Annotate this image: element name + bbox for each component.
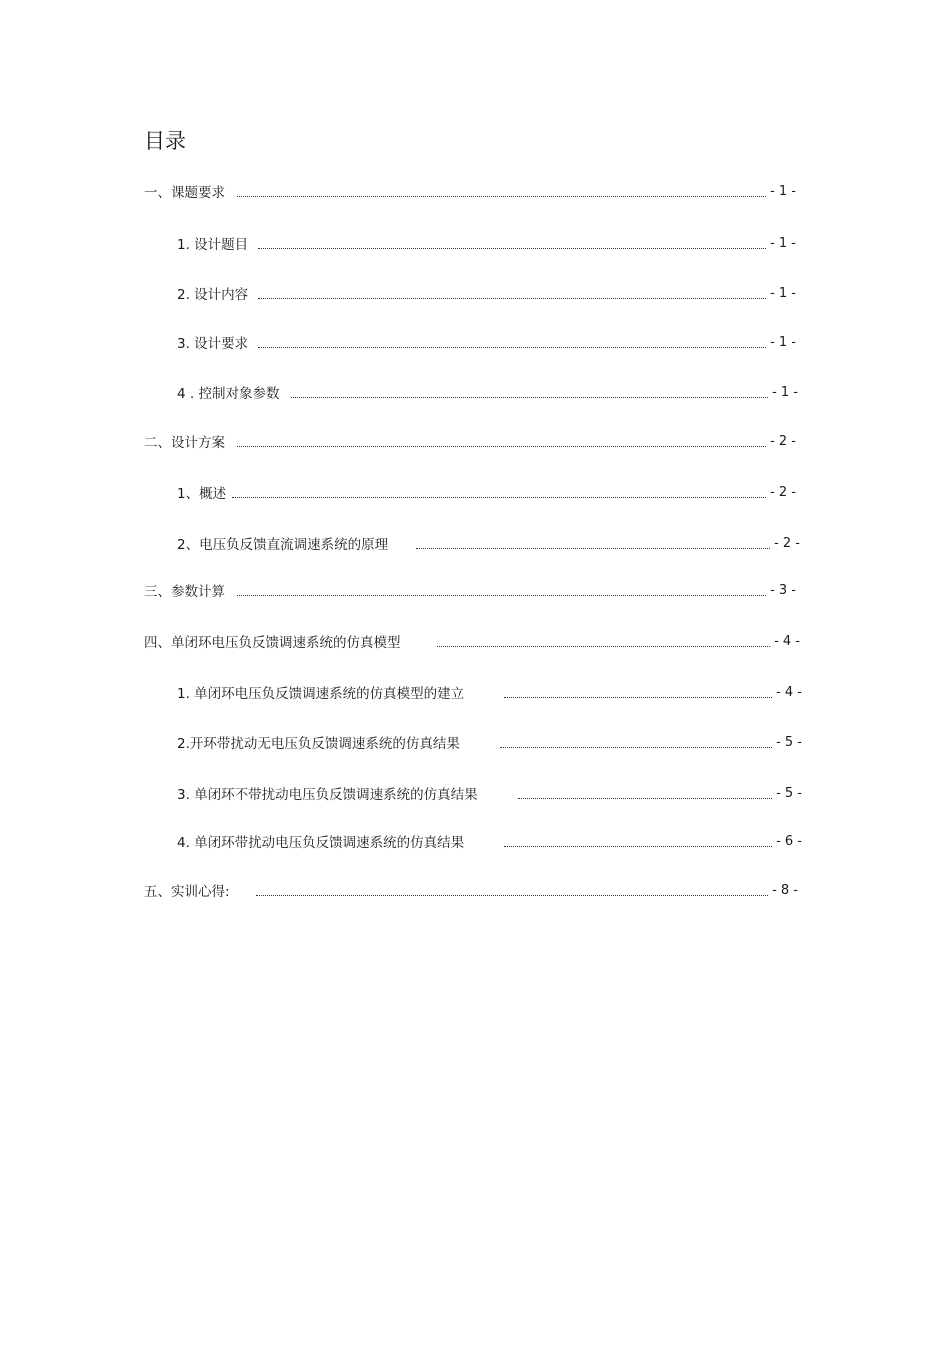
toc-label: 四、单闭环电压负反馈调速系统的仿真模型 bbox=[144, 635, 401, 651]
toc-page: - 2 - bbox=[770, 433, 796, 449]
toc-entry-5[interactable] bbox=[177, 381, 798, 403]
toc-leader bbox=[258, 346, 766, 348]
toc-page: - 3 - bbox=[770, 582, 796, 598]
toc-entry-12[interactable] bbox=[177, 731, 802, 753]
toc-page: - 4 - bbox=[776, 684, 802, 700]
toc-label: 4 . 控制对象参数 bbox=[177, 386, 280, 402]
toc-label: 1. 设计题目 bbox=[177, 237, 249, 253]
toc-entry-14[interactable] bbox=[177, 830, 802, 852]
toc-leader bbox=[237, 594, 766, 596]
toc-leader bbox=[237, 195, 766, 197]
toc-leader bbox=[256, 894, 769, 896]
toc-entry-13[interactable] bbox=[177, 782, 802, 804]
toc-leader bbox=[258, 247, 766, 249]
toc-label: 1、概述 bbox=[177, 486, 227, 502]
toc-leader bbox=[500, 746, 772, 748]
toc-entry-6[interactable] bbox=[144, 430, 796, 452]
toc-leader bbox=[232, 496, 766, 498]
toc-leader bbox=[518, 797, 772, 799]
toc-entry-15[interactable] bbox=[144, 879, 798, 901]
toc-page: - 1 - bbox=[770, 183, 796, 199]
toc-page: - 1 - bbox=[770, 235, 796, 251]
toc-page: - 1 - bbox=[772, 384, 798, 400]
toc-page: - 5 - bbox=[776, 785, 802, 801]
toc-page: - 4 - bbox=[774, 633, 800, 649]
toc-label: 2、电压负反馈直流调速系统的原理 bbox=[177, 537, 389, 553]
toc-leader bbox=[504, 845, 772, 847]
toc-label: 2. 设计内容 bbox=[177, 287, 249, 303]
page-title: 目录 bbox=[144, 129, 186, 153]
toc-page: - 1 - bbox=[770, 285, 796, 301]
toc-page: - 2 - bbox=[774, 535, 800, 551]
toc-label: 三、参数计算 bbox=[144, 584, 225, 600]
toc-leader bbox=[237, 445, 766, 447]
toc-label: 3. 单闭环不带扰动电压负反馈调速系统的仿真结果 bbox=[177, 787, 478, 803]
toc-leader bbox=[437, 645, 771, 647]
toc-entry-1[interactable] bbox=[144, 180, 796, 202]
toc-entry-9[interactable] bbox=[144, 579, 796, 601]
toc-entry-2[interactable] bbox=[177, 232, 796, 254]
toc-page: - 5 - bbox=[776, 734, 802, 750]
toc-entry-7[interactable] bbox=[177, 481, 796, 503]
toc-label: 3. 设计要求 bbox=[177, 336, 249, 352]
toc-entry-3[interactable] bbox=[177, 282, 796, 304]
toc-leader bbox=[504, 696, 772, 698]
toc-label: 1. 单闭环电压负反馈调速系统的仿真模型的建立 bbox=[177, 686, 465, 702]
toc-leader bbox=[291, 396, 768, 398]
toc-entry-8[interactable] bbox=[177, 532, 800, 554]
toc-page: - 2 - bbox=[770, 484, 796, 500]
toc-page: - 6 - bbox=[776, 833, 802, 849]
toc-label: 2.开环带扰动无电压负反馈调速系统的仿真结果 bbox=[177, 736, 460, 752]
toc-leader bbox=[258, 297, 766, 299]
toc-label: 一、课题要求 bbox=[144, 185, 225, 201]
toc-page: - 8 - bbox=[772, 882, 798, 898]
toc-entry-10[interactable] bbox=[144, 630, 800, 652]
toc-label: 4. 单闭环带扰动电压负反馈调速系统的仿真结果 bbox=[177, 835, 465, 851]
toc-entry-11[interactable] bbox=[177, 681, 802, 703]
toc-label: 二、设计方案 bbox=[144, 435, 225, 451]
toc-entry-4[interactable] bbox=[177, 331, 796, 353]
toc-page: - 1 - bbox=[770, 334, 796, 350]
toc-label: 五、实训心得: bbox=[144, 884, 230, 900]
toc-leader bbox=[416, 547, 770, 549]
